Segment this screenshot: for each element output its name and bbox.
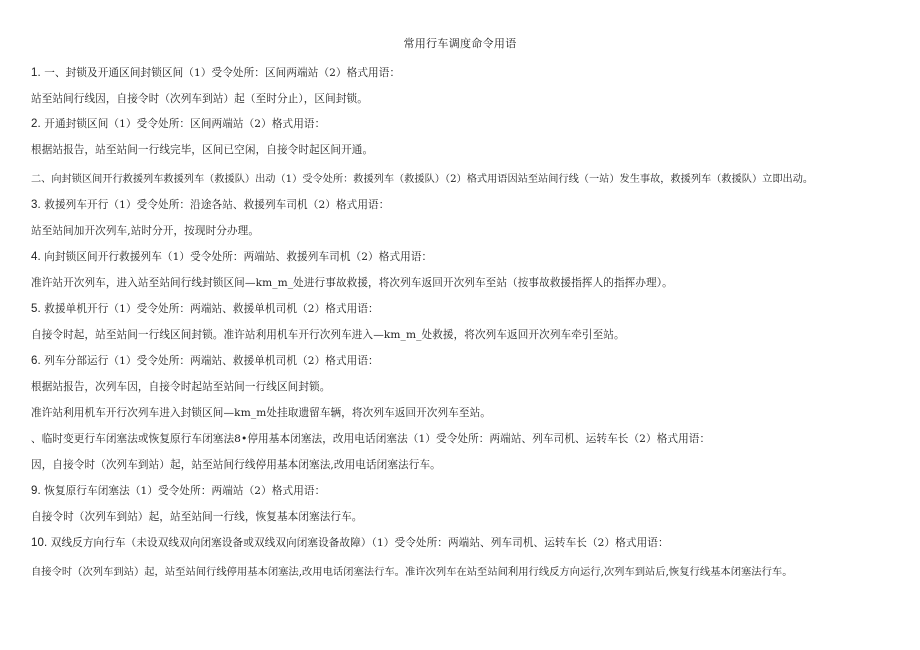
text-line	[31, 406, 491, 420]
item-number: 1.	[31, 67, 41, 79]
line-text: 恢复原行车闭塞法（1）受令处所：两端站（2）格式用语：	[40, 485, 326, 497]
line-text: 救援单机开行（1）受令处所：两端站、救援单机司机（2）格式用语：	[40, 303, 379, 315]
item-number: 10.	[31, 537, 48, 549]
line-text: 双线反方向行车（未设双线双向闭塞设备或双线双向闭塞设备故障）（1）受令处所：两端站、列车司机、运转车长（2）格式用语：	[47, 537, 669, 549]
line-text: 站至站间行线因，自接令时（次列车到站）起（至时分止），区间封锁。	[31, 93, 368, 105]
text-line	[31, 66, 400, 80]
text-line	[31, 432, 710, 446]
item-number: 5.	[31, 303, 41, 315]
text-line	[31, 198, 389, 212]
line-text: 、临时变更行车闭塞法或恢复原行车闭塞法8•停用基本闭塞法，改用电话闭塞法（1）受令处所：两端站、列车司机、运转车长（2）格式用语：	[31, 433, 711, 445]
text-line	[31, 92, 368, 106]
line-text: 列车分部运行（1）受令处所：两端站、救援单机司机（2）格式用语：	[40, 355, 379, 367]
item-number: 9.	[31, 485, 41, 497]
text-line	[31, 117, 325, 131]
line-text: 开通封锁区间（1）受令处所：区间两端站（2）格式用语：	[40, 118, 326, 130]
text-line	[31, 224, 259, 238]
line-text: 二、向封锁区间开行救援列车救援列车（救援队）出动（1）受令处所：救援列车（救援队）（2）格式用语因站至站间行线（一站）发生事故，救援列车（救援队）立即出动。	[31, 174, 814, 185]
line-text: 准许站开次列车，进入站至站间行线封锁区间—km_m_处进行事故救援，将次列车返回开次列车至站（按事故救援指挥人的指挥办理）。	[31, 277, 673, 289]
line-text: 站至站间加开次列车,站时分开，按现时分办理。	[31, 225, 260, 237]
item-number: 3.	[31, 199, 41, 211]
line-text: 自接令时（次列车到站）起，站至站间行线停用基本闭塞法,改用电话闭塞法行车。准许次列车在站至站间利用行线反方向运行,次列车到站后,恢复行线基本闭塞法行车。	[31, 566, 793, 578]
line-text: 一、封锁及开通区间封锁区间（1）受令处所：区间两端站（2）格式用语：	[40, 67, 401, 79]
text-line	[31, 328, 625, 342]
text-line	[31, 172, 813, 187]
text-line	[31, 276, 673, 290]
item-number: 4.	[31, 251, 41, 263]
text-line	[31, 510, 363, 524]
text-line	[31, 484, 325, 498]
text-line	[31, 250, 432, 264]
text-line	[31, 143, 373, 157]
text-line	[31, 536, 669, 550]
line-text: 救援列车开行（1）受令处所：沿途各站、救援列车司机（2）格式用语：	[40, 199, 390, 211]
line-text: 自接令时起，站至站间一行线区间封锁。准许站利用机车开行次列车进入—km_m_处救援，将次列车返回开次列车牵引至站。	[31, 329, 625, 341]
text-line	[31, 302, 379, 316]
line-text: 自接令时（次列车到站）起，站至站间一行线，恢复基本闭塞法行车。	[31, 511, 363, 523]
text-line	[31, 565, 793, 579]
item-number: 2.	[31, 118, 41, 130]
text-line	[31, 380, 330, 394]
line-text: 根据站报告，站至站间一行线完毕，区间已空闲，自接令时起区间开通。	[31, 144, 374, 156]
line-text: 向封锁区间开行救援列车（1）受令处所：两端站、救援列车司机（2）格式用语：	[40, 251, 433, 263]
text-line	[31, 354, 379, 368]
document-title: 常用行车调度命令用语	[403, 37, 517, 50]
text-line	[31, 458, 441, 472]
line-text: 根据站报告，次列车因，自接令时起站至站间一行线区间封锁。	[31, 381, 331, 393]
item-number: 6.	[31, 355, 41, 367]
line-text: 准许站利用机车开行次列车进入封锁区间—km_m处挂取遗留车辆，将次列车返回开次列车至站。	[31, 407, 491, 419]
line-text: 因，自接令时（次列车到站）起，站至站间行线停用基本闭塞法,改用电话闭塞法行车。	[31, 459, 441, 471]
